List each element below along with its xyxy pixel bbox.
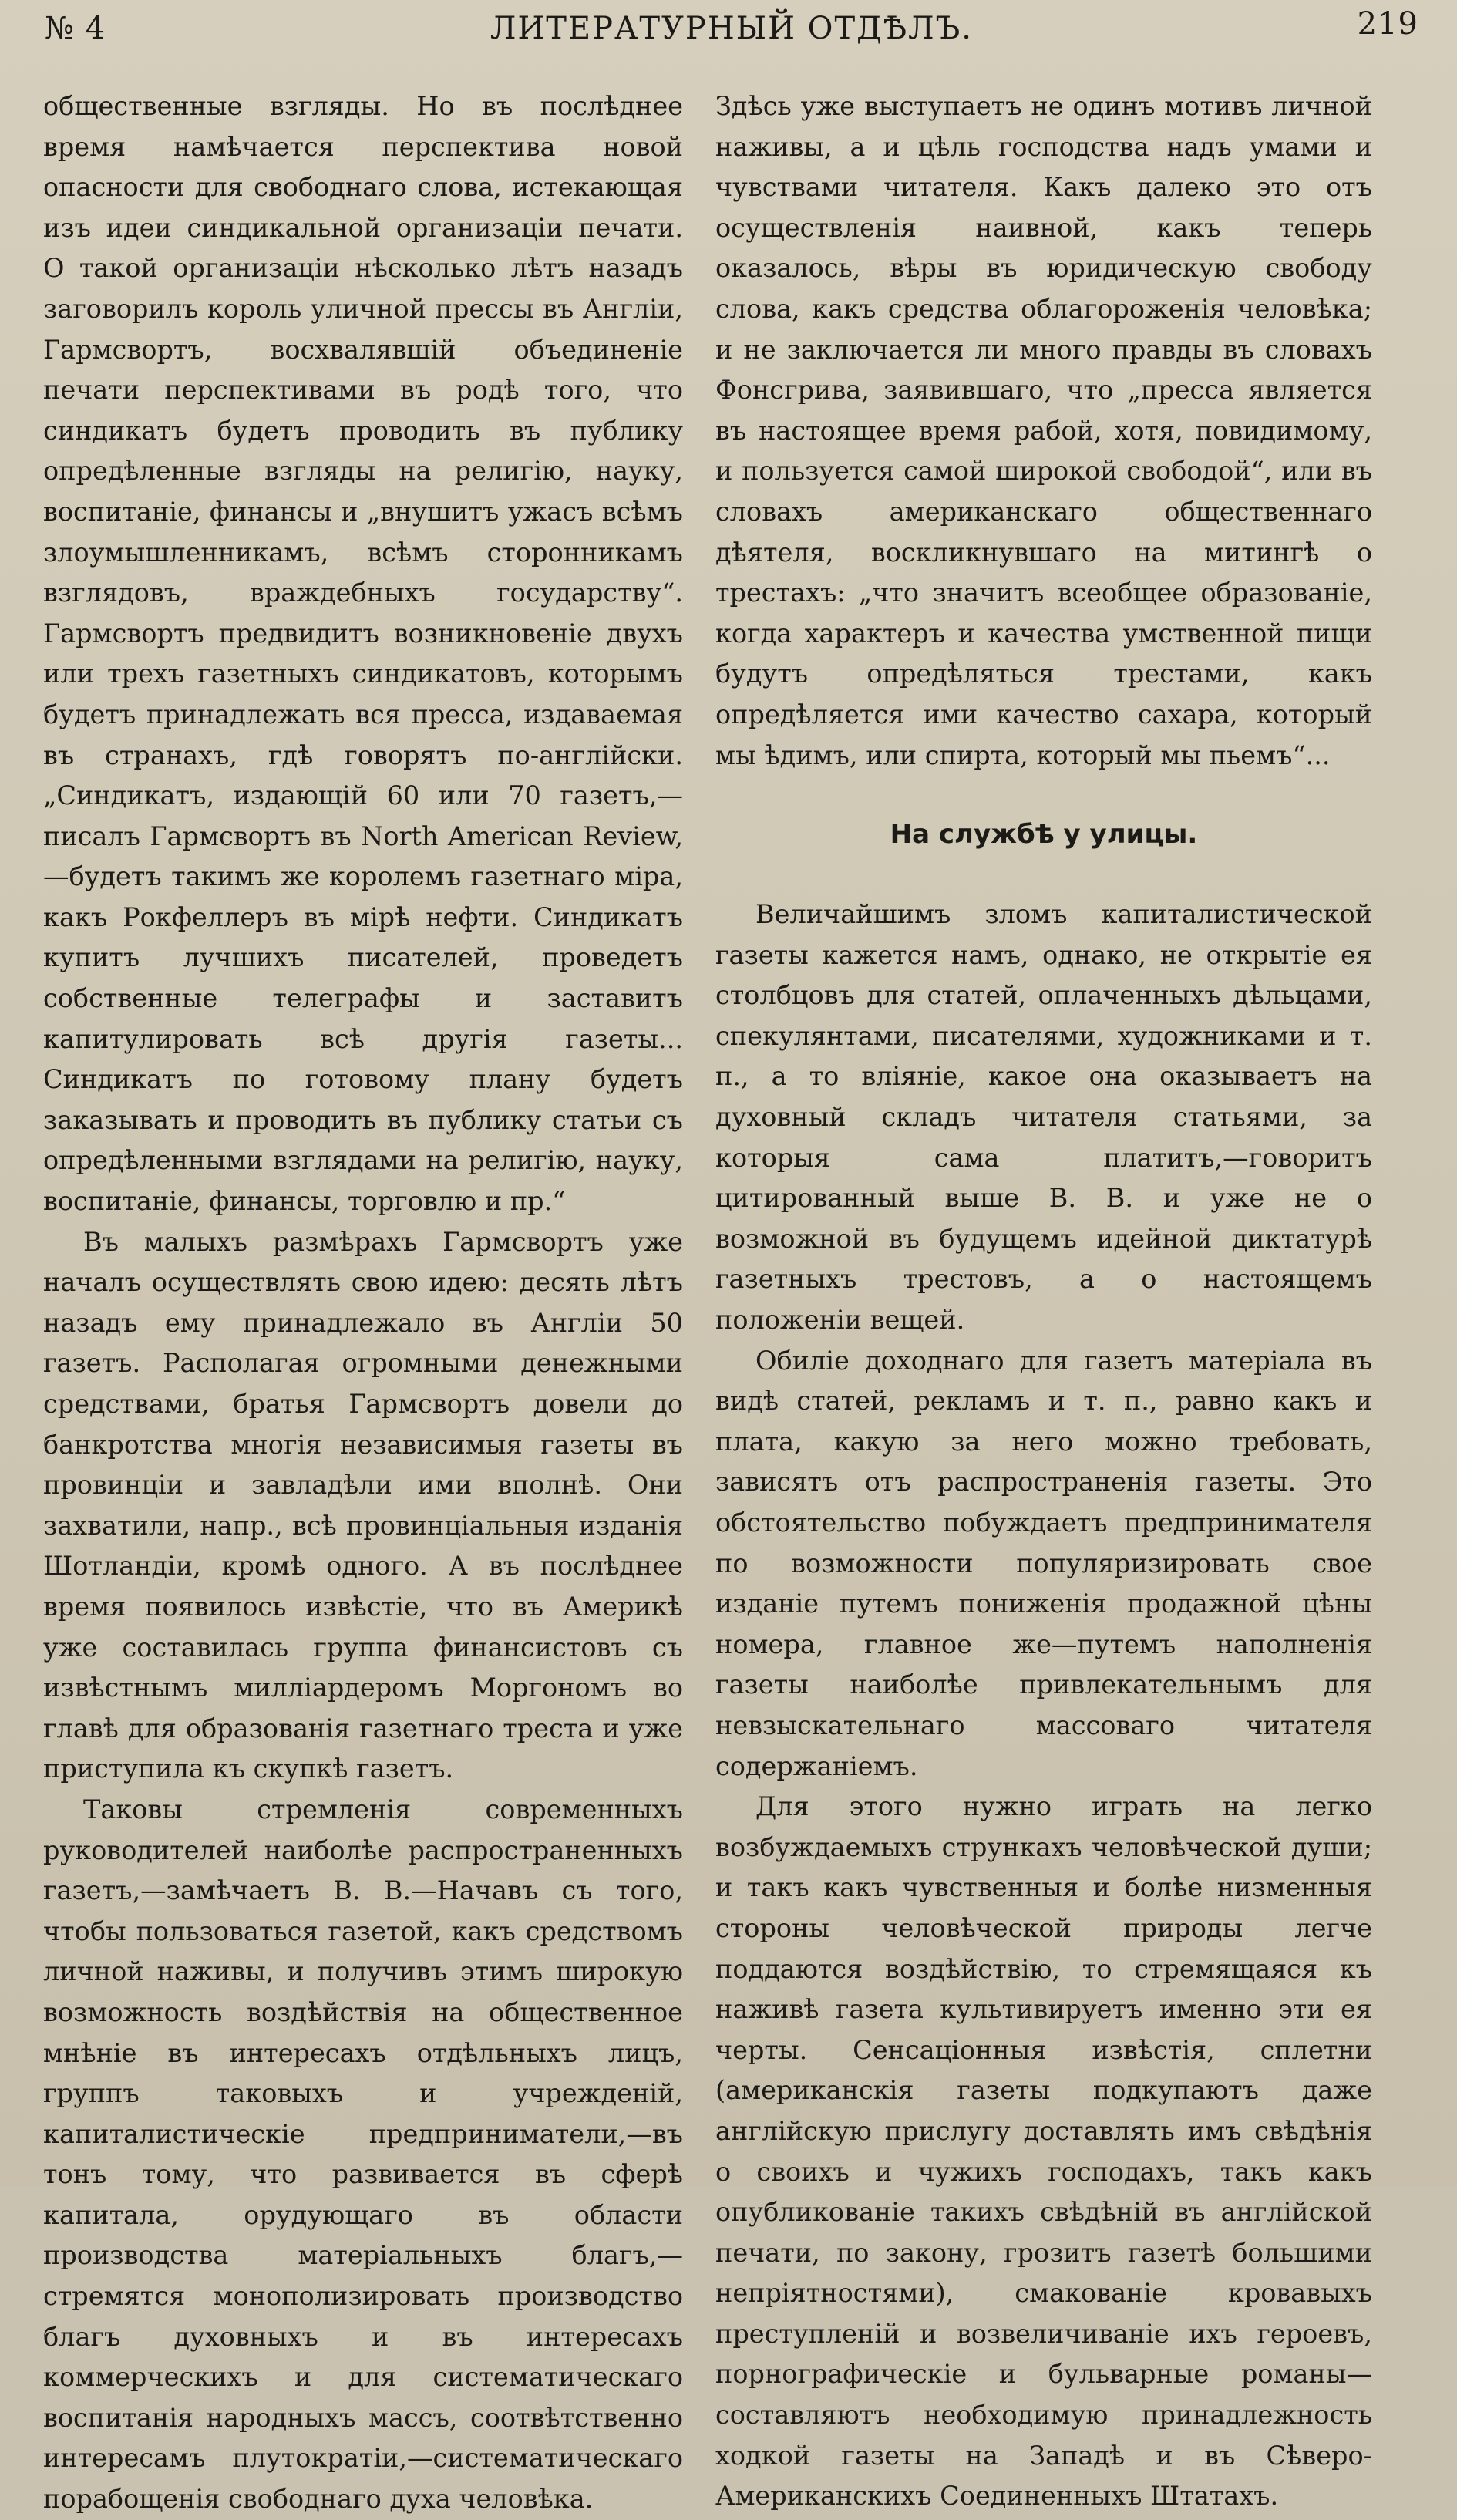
page-header [45,6,1418,52]
paragraph: Въ малыхъ размѣрахъ Гармсвортъ уже началъ осуществлять свою идею: десять лѣтъ назадъ ему принадлежало въ Англіи 50 газетъ. Располагая огромными денежными средствами, братья Гармсвортъ довели до банкротства многія независимыя газеты въ провинціи и завладѣли ими вполнѣ. Они захватили, напр., всѣ провинціальныя изданія Шотландіи, кромѣ одного. А въ послѣднее время появилось извѣстіе, что въ Америкѣ уже составилась группа финансистовъ съ извѣстнымъ милліардеромъ Моргономъ во главѣ для образованія газетнаго треста и уже приступила къ скупкѣ газетъ. [43,1226,683,1784]
left-column [43,86,683,2520]
paragraph: Величайшимъ зломъ капиталистической газеты кажется намъ, однако, не открытіе ея столбцовъ для статей, оплаченныхъ дѣльцами, спекулянтами, писателями, художниками и т. п., а то вліяніе, какое она оказываетъ на духовный складъ читателя статьями, за которыя сама платитъ,—говоритъ цитированный выше В. В. и уже не о возможной въ будущемъ идейной диктатурѣ газетныхъ трестовъ, а о настоящемъ положеніи вещей. [715,899,1372,1336]
page-number: 219 [1357,6,1418,42]
paragraph: общественные взгляды. Но въ послѣднее время намѣчается перспектива новой опасности для свободнаго слова, истекающая изъ идеи синдикальной организаціи печати. О такой организаціи нѣсколько лѣтъ назадъ заговорилъ король уличной прессы въ Англіи, Гармсвортъ, восхвалявшій объединеніе печати перспективами въ родѣ того, что синдикатъ будетъ проводить въ публику опредѣленные взгляды на религію, науку, воспитаніе, финансы и „внушитъ ужасъ всѣмъ злоумышленникамъ, всѣмъ сторонникамъ взглядовъ, враждебныхъ государству“. Гармсвортъ предвидитъ возникновеніе двухъ или трехъ газетныхъ синдикатовъ, которымъ будетъ принадлежать вся пресса, издаваемая въ странахъ, гдѣ говорятъ по-англійски. „Синдикатъ, издающій 60 или 70 газетъ,—писалъ Гармсвортъ въ North American Review,—будетъ такимъ же королемъ газетнаго міра, какъ Рокфеллеръ въ мірѣ нефти. Синдикатъ купитъ лучшихъ писателей, проведетъ собственные телеграфы и заставитъ капитулировать всѣ другія газеты... Синдикатъ по готовому плану будетъ заказывать и проводить въ публику статьи съ опредѣленными взглядами на религію, науку, воспитаніе, финансы, торговлю и пр.“ [43,91,683,1217]
paragraph: Таковы стремленія современныхъ руководителей наиболѣе распространенныхъ газетъ,—замѣчаетъ В. В.—Начавъ съ того, чтобы пользоваться газетой, какъ средствомъ личной наживы, и получивъ этимъ широкую возможность воздѣйствія на общественное мнѣніе въ интересахъ отдѣльныхъ лицъ, группъ таковыхъ и учрежденій, капиталистическіе предприниматели,—въ тонъ тому, что развивается въ сферѣ капитала, орудующаго въ области производства матеріальныхъ благъ,—стремятся монополизировать производство благъ духовныхъ и въ интересахъ коммерческихъ и для систематическаго воспитанія народныхъ массъ, соотвѣтственно интересамъ плутократіи,—систематическаго порабощенія свободнаго духа человѣка. [43,1794,683,2515]
paragraph: Для этого нужно играть на легко возбуждаемыхъ стрункахъ человѣческой души; и такъ какъ чувственныя и болѣе низменныя стороны человѣческой природы легче поддаются воздѣйствію, то стремящаяся къ наживѣ газета культивируетъ именно эти ея черты. Сенсаціонныя извѣстія, сплетни (американскія газеты подкупаютъ даже англійскую прислугу доставлять имъ свѣдѣнія о своихъ и чужихъ господахъ, такъ какъ опубликованіе такихъ свѣдѣній въ англійской печати, по закону, грозитъ газетѣ большими непріятностями), смакованіе кровавыхъ преступленій и возвеличиваніе ихъ героевъ, порнографическіе и бульварные романы—составляютъ необходимую принадлежность ходкой газеты на Западѣ и въ Сѣверо-Американскихъ Соединенныхъ Штатахъ. [715,1791,1372,2512]
paragraph: Обиліе доходнаго для газетъ матеріала въ видѣ статей, рекламъ и т. п., равно какъ и плата, какую за него можно требовать, зависятъ отъ распространенія газеты. Это обстоятельство побуждаетъ предпринимателя по возможности популяризировать свое изданіе путемъ пониженія продажной цѣны номера, главное же—путемъ наполненія газеты наиболѣе привлекательнымъ для невзыскательнаго массоваго читателя содержаніемъ. [715,1345,1372,1781]
right-column [715,86,1372,2517]
issue-number: № 4 [45,11,106,46]
section-title: ЛИТЕРАТУРНЫЙ ОТДѢЛЪ. [490,11,973,46]
subsection-heading: На службѣ у улицы. [890,819,1198,851]
paragraph: Здѣсь уже выступаетъ не одинъ мотивъ личной наживы, а и цѣль господства надъ умами и чувствами читателя. Какъ далеко это отъ осуществленія наивной, какъ теперь оказалось, вѣры въ юридическую свободу слова, какъ средства облагороженія человѣка; и не заключается ли много правды въ словахъ Фонсгрива, заявившаго, что „пресса является въ настоящее время рабой, хотя, повидимому, и пользуется самой широкой свободой“, или въ словахъ американскаго общественнаго дѣятеля, воскликнувшаго на митингѣ о трестахъ: „что значитъ всеобщее образованіе, когда характеръ и качества умственной пищи будутъ опредѣляться трестами, какъ опредѣляется ими качество сахара, который мы ѣдимъ, или спирта, который мы пьемъ“... [715,91,1372,770]
